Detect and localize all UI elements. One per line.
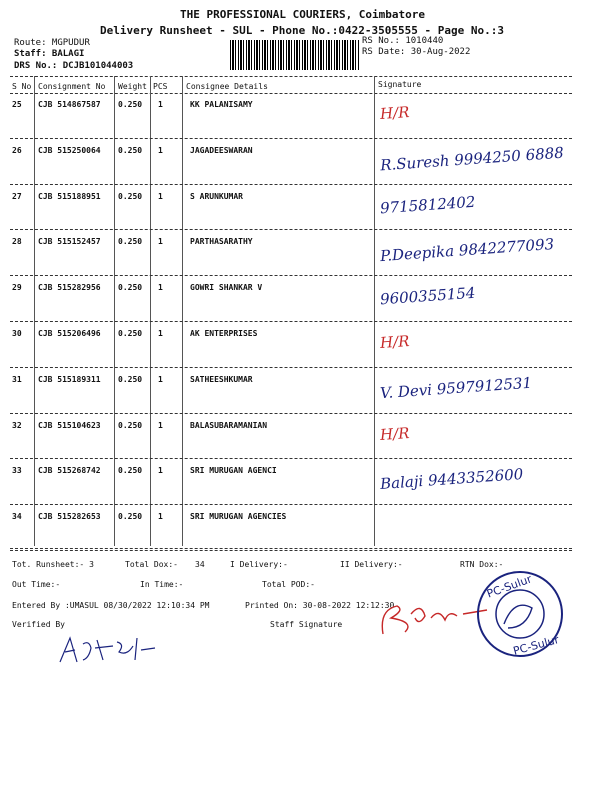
divider	[10, 138, 572, 139]
row-weight: 0.250	[118, 420, 143, 430]
row-sno: 32	[12, 420, 22, 430]
row-weight: 0.250	[118, 466, 143, 476]
row-handwritten-signature: H/R	[379, 102, 411, 124]
col-sno: S No	[12, 82, 32, 91]
row-consignee: KK PALANISAMY	[190, 100, 253, 109]
row-consignment-no: CJB 515189311	[38, 374, 101, 384]
rtn-dox: RTN Dox:-	[460, 560, 504, 569]
col-pcs: PCS	[153, 82, 168, 91]
row-consignment-no: CJB 515268742	[38, 466, 101, 476]
row-weight: 0.250	[118, 100, 143, 109]
row-consignee: BALASUBARAMANIAN	[190, 420, 268, 430]
row-pcs: 1	[158, 237, 163, 247]
divider	[10, 76, 572, 77]
row-pcs: 1	[158, 374, 163, 384]
row-weight: 0.250	[118, 374, 143, 384]
printed-on: Printed On: 30-08-2022 12:12:30	[245, 601, 395, 610]
staff: Staff: BALAGI	[14, 49, 85, 59]
ii-delivery: II Delivery:-	[340, 560, 403, 569]
row-consignment-no: CJB 515188951	[38, 191, 101, 201]
stamp-bottom-text: PC-Sulur	[511, 633, 561, 658]
row-sno: 26	[12, 145, 22, 155]
row-sno: 27	[12, 191, 22, 201]
row-pcs: 1	[158, 420, 163, 430]
tot-runsheet: Tot. Runsheet:- 3	[12, 560, 94, 569]
out-time: Out Time:-	[12, 580, 61, 589]
row-pcs: 1	[158, 100, 163, 109]
row-sno: 29	[12, 283, 22, 293]
divider	[10, 275, 572, 276]
verified-by: Verified By	[12, 620, 65, 629]
col-signature: Signature	[378, 80, 422, 89]
route: Route: MGPUDUR	[14, 38, 90, 48]
col-consignee: Consignee Details	[186, 82, 268, 91]
row-handwritten-signature: P.Deepika 9842277093	[379, 235, 555, 266]
row-pcs: 1	[158, 329, 163, 338]
entered-by: Entered By :UMASUL 08/30/2022 12:10:34 PM	[12, 601, 210, 610]
divider	[10, 413, 572, 414]
row-consignment-no: CJB 515104623	[38, 420, 101, 430]
office-stamp	[474, 568, 566, 660]
row-consignee: PARTHASARATHY	[190, 237, 253, 247]
row-consignee: JAGADEESWARAN	[190, 145, 253, 155]
runsheet-title: Delivery Runsheet - SUL - Phone No.:0422-3505555 - Page No.:3	[100, 24, 504, 37]
divider	[10, 550, 572, 551]
divider	[10, 93, 572, 94]
row-consignee: SATHEESHKUMAR	[190, 374, 253, 384]
row-pcs: 1	[158, 145, 163, 155]
row-pcs: 1	[158, 512, 163, 522]
stamp-top-text: PC-Sulur	[485, 572, 534, 601]
row-consignment-no: CJB 515206496	[38, 329, 101, 338]
row-consignee: GOWRI SHANKAR V	[190, 283, 263, 293]
row-sno: 28	[12, 237, 22, 247]
drs-number: DRS No.: DCJB101044003	[14, 61, 134, 71]
row-pcs: 1	[158, 283, 163, 293]
row-sno: 31	[12, 374, 22, 384]
row-weight: 0.250	[118, 145, 143, 155]
row-handwritten-signature: Balaji 9443352600	[379, 465, 524, 494]
divider	[10, 504, 572, 505]
row-weight: 0.250	[118, 283, 143, 293]
row-sno: 33	[12, 466, 22, 476]
divider	[10, 548, 572, 549]
row-handwritten-signature: 9600355154	[379, 283, 476, 309]
barcode	[230, 40, 360, 70]
row-consignment-no: CJB 515282956	[38, 283, 101, 293]
row-handwritten-signature: 9715812402	[379, 192, 476, 217]
row-consignee: AK ENTERPRISES	[190, 329, 258, 338]
divider	[10, 229, 572, 230]
row-consignment-no: CJB 515282653	[38, 512, 101, 522]
staff-signature: Staff Signature	[270, 620, 343, 629]
i-delivery: I Delivery:-	[230, 560, 288, 569]
row-handwritten-signature: H/R	[379, 331, 411, 353]
row-sno: 25	[12, 100, 22, 109]
row-pcs: 1	[158, 191, 163, 201]
divider	[10, 458, 572, 459]
row-consignee: SRI MURUGAN AGENCIES	[190, 512, 287, 522]
row-pcs: 1	[158, 466, 163, 476]
row-weight: 0.250	[118, 237, 143, 247]
row-weight: 0.250	[118, 512, 143, 522]
total-dox-value: 34	[195, 560, 205, 569]
rs-date: RS Date: 30-Aug-2022	[362, 47, 471, 57]
row-weight: 0.250	[118, 191, 143, 201]
row-consignee: S ARUNKUMAR	[190, 191, 243, 201]
row-handwritten-signature: R.Suresh 9994250 6888	[379, 143, 565, 175]
divider	[10, 184, 572, 185]
divider	[10, 321, 572, 322]
row-consignment-no: CJB 515250064	[38, 145, 101, 155]
row-sno: 30	[12, 329, 22, 338]
verified-signature	[55, 630, 165, 670]
row-sno: 34	[12, 512, 22, 522]
row-consignee: SRI MURUGAN AGENCI	[190, 466, 277, 476]
row-weight: 0.250	[118, 329, 143, 338]
company-title: THE PROFESSIONAL COURIERS, Coimbatore	[180, 8, 426, 21]
total-pod: Total POD:-	[262, 580, 315, 589]
row-consignment-no: CJB 515152457	[38, 237, 101, 247]
row-consignment-no: CJB 514867587	[38, 100, 101, 109]
divider	[10, 367, 572, 368]
row-handwritten-signature: H/R	[379, 423, 411, 444]
rs-number: RS No.: 1010440	[362, 36, 444, 46]
total-dox-label: Total Dox:-	[125, 560, 178, 569]
col-weight: Weight	[118, 82, 147, 91]
in-time: In Time:-	[140, 580, 184, 589]
col-consignment: Consignment No	[38, 82, 106, 91]
row-handwritten-signature: V. Devi 9597912531	[379, 373, 533, 403]
